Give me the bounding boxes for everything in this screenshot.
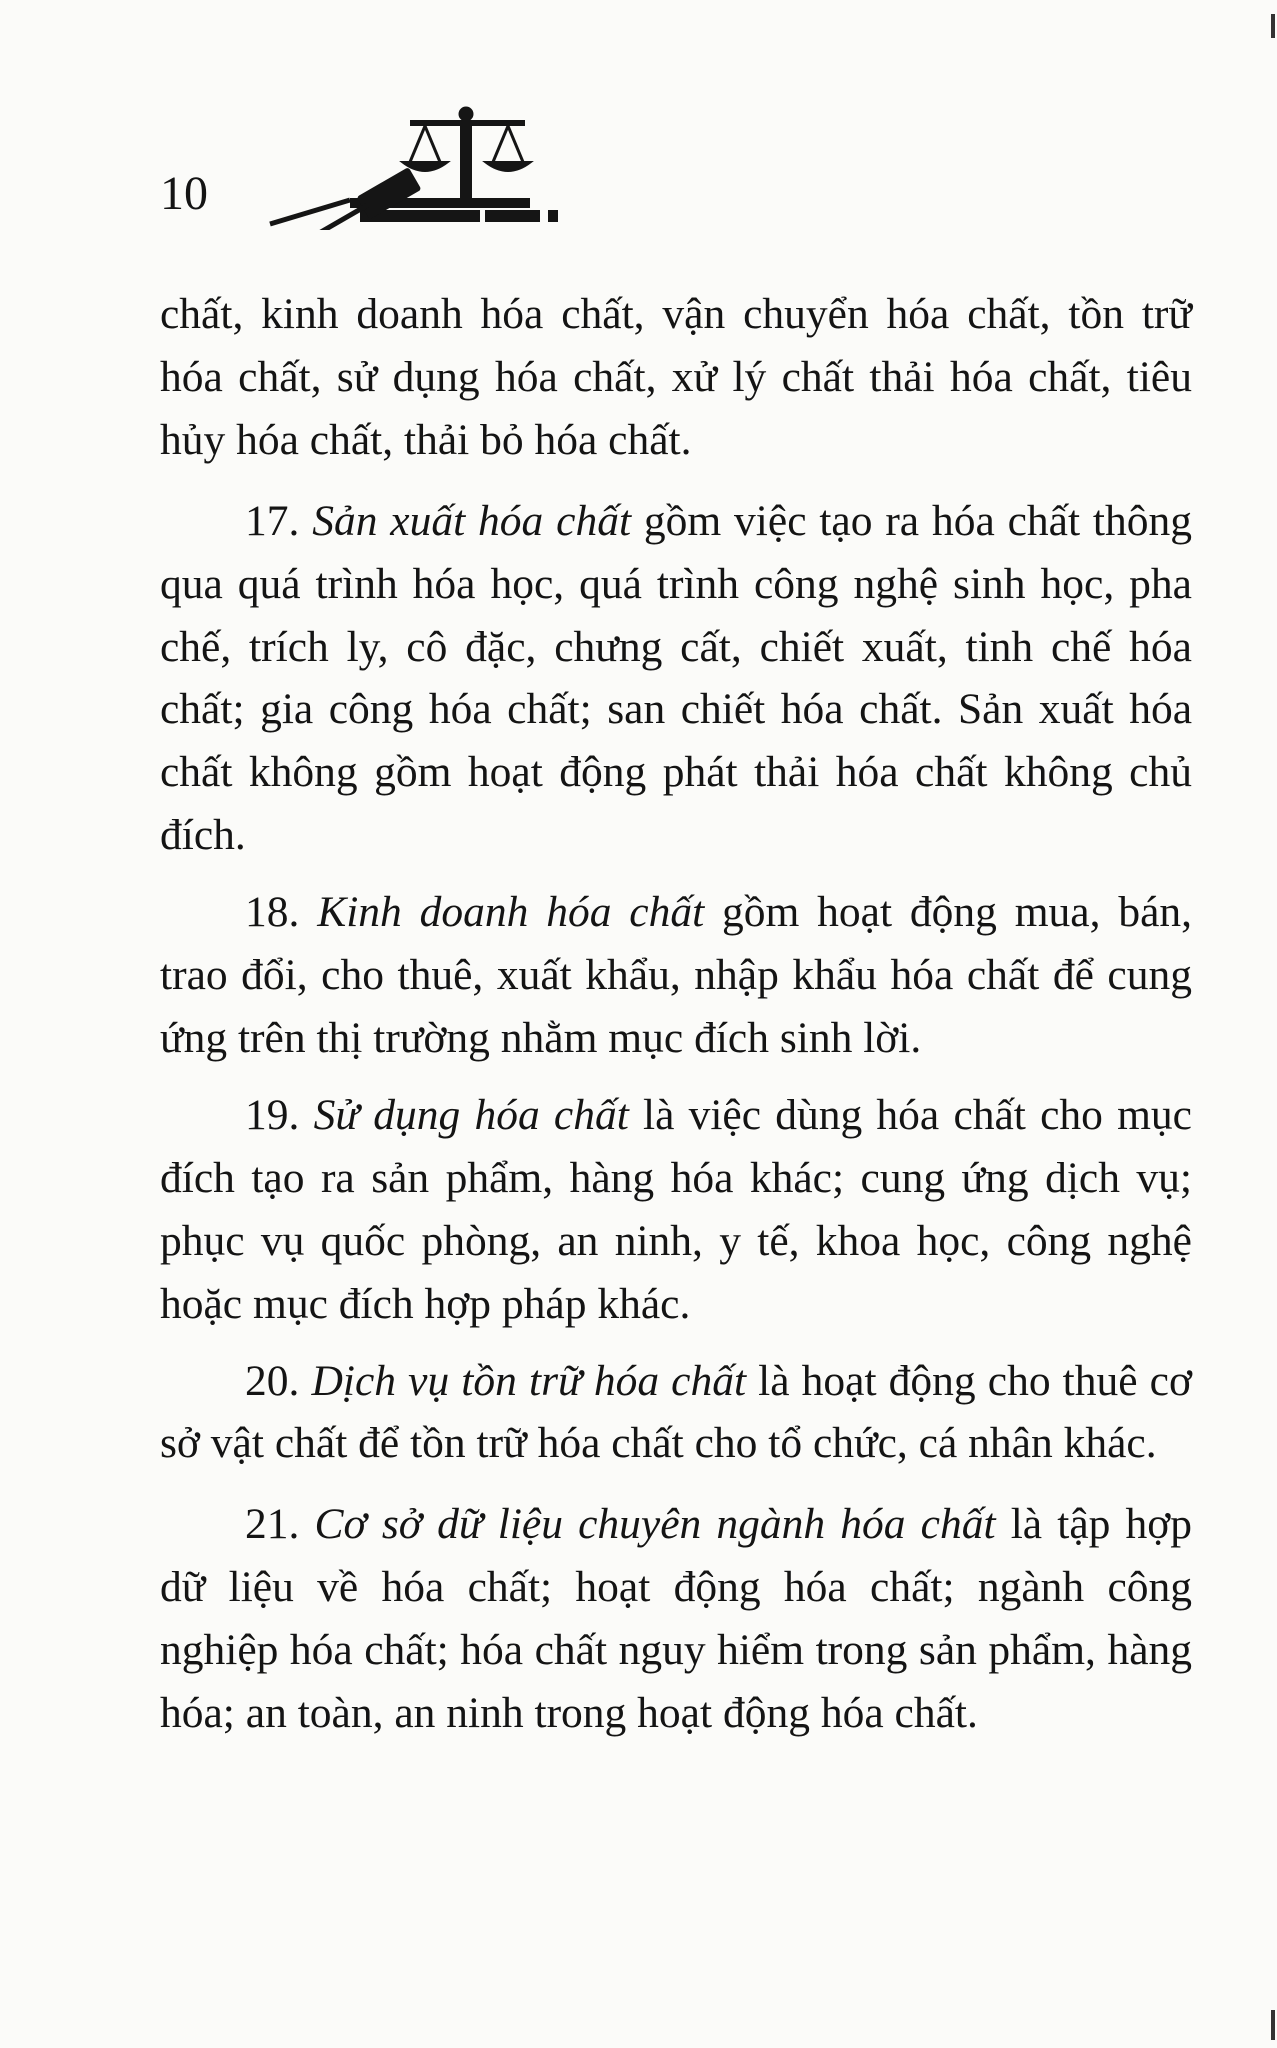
- defined-term: Sử dụng hóa chất: [313, 1090, 629, 1139]
- page-header: [160, 100, 600, 230]
- clause-number: 21.: [245, 1500, 300, 1549]
- definition-paragraph-18: [160, 881, 1192, 1070]
- definition-paragraph-17: [160, 490, 1192, 867]
- definition-text: là tập hợp dữ liệu về hóa chất; hoạt động hóa chất; ngành công nghiệp hóa chất; hóa chất nguy hiểm trong sản phẩm, hàng hóa; an toàn, an ninh trong hoạt động hóa chất.: [160, 1500, 1193, 1738]
- defined-term: Sản xuất hóa chất: [312, 496, 632, 545]
- definition-paragraph-21: [160, 1493, 1192, 1745]
- document-body: [160, 283, 1192, 1745]
- definition-text: gồm hoạt động mua, bán, trao đổi, cho thuê, xuất khẩu, nhập khẩu hóa chất để cung ứng trên thị trường nhằm mục đích sinh lời.: [160, 888, 1192, 1062]
- page-number: 10: [160, 167, 208, 220]
- definition-text: gồm việc tạo ra hóa chất thông qua quá trình hóa học, quá trình công nghệ sinh học, pha chế, trích ly, cô đặc, chưng cất, chiết xuất, tinh chế hóa chất; gia công hóa chất; san chiết hóa chất. Sản xuất hóa chất không gồm hoạt động phát thải hóa chất không chủ đích.: [160, 496, 1192, 860]
- defined-term: Kinh doanh hóa chất: [317, 888, 705, 937]
- defined-term: Cơ sở dữ liệu chuyên ngành hóa chất: [314, 1500, 996, 1549]
- clause-number: 18.: [245, 888, 300, 937]
- scan-edge-mark: [1271, 14, 1275, 38]
- definition-paragraph-20: [160, 1350, 1192, 1476]
- paragraph-continuation: [160, 283, 1192, 472]
- clause-number: 20.: [245, 1356, 300, 1405]
- paragraph-text: chất, kinh doanh hóa chất, vận chuyển hóa chất, tồn trữ hóa chất, sử dụng hóa chất, xử lý chất thải hóa chất, tiêu hủy hóa chất, thải bỏ hóa chất.: [160, 290, 1192, 464]
- defined-term: Dịch vụ tồn trữ hóa chất: [311, 1356, 747, 1405]
- definition-paragraph-19: [160, 1084, 1192, 1336]
- scales-of-justice-icon: [250, 100, 580, 230]
- clause-number: 19.: [245, 1090, 300, 1139]
- definition-text: là hoạt động cho thuê cơ sở vật chất để tồn trữ hóa chất cho tổ chức, cá nhân khác.: [160, 1356, 1192, 1468]
- definition-text: là việc dùng hóa chất cho mục đích tạo ra sản phẩm, hàng hóa khác; cung ứng dịch vụ; phục vụ quốc phòng, an ninh, y tế, khoa học, công nghệ hoặc mục đích hợp pháp khác.: [160, 1090, 1192, 1328]
- clause-number: 17.: [245, 496, 300, 545]
- scan-edge-mark: [1271, 2010, 1275, 2040]
